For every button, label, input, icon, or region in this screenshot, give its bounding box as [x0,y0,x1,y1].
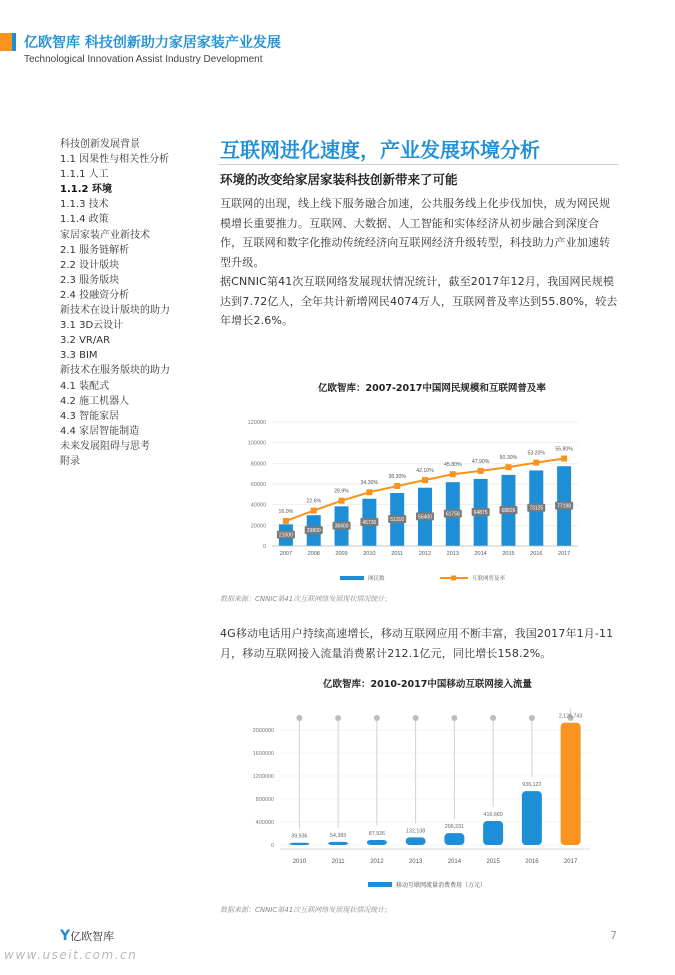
bar-value-label: 54,383 [330,832,347,839]
sidebar-item[interactable]: 1.1 因果性与相关性分析 [60,154,170,166]
sidebar-item[interactable]: 2.1 服务链解析 [60,244,130,256]
legend-swatch-rate-point [451,576,456,581]
sidebar-item[interactable]: 1.1.4 政策 [60,214,109,226]
x-tick-label: 2013 [446,551,459,557]
line-point [311,508,317,514]
sidebar-item[interactable]: 2.4 投融资分析 [60,289,130,301]
sidebar-item[interactable]: 2.3 服务版块 [60,274,120,286]
line-value-label: 45.80% [444,462,462,469]
bar-value-label: 51310 [390,516,405,523]
guide-dot [335,715,341,721]
bar-value-label: 68826 [501,507,516,514]
y-tick-label: 1600000 [252,751,274,757]
bar [522,791,542,845]
bar-value-label: 45730 [362,519,377,526]
x-tick-label: 2017 [563,859,578,865]
y-tick-label: 0 [270,843,274,849]
x-tick-label: 2007 [279,551,293,557]
y-tick-label: 20000 [250,523,266,530]
y-tick-label: 2000000 [252,728,274,734]
header-title: 亿欧智库 科技创新助力家居家装产业发展 [24,35,281,51]
bar-value-label: 132,138 [406,828,426,835]
sidebar-item[interactable]: 4.1 装配式 [60,380,110,392]
header-accent-orange [0,33,12,51]
y-tick-label: 1200000 [252,774,274,780]
bar [406,837,426,845]
y-tick-label: 0 [262,544,266,550]
guide-dot [413,715,419,721]
sidebar-item[interactable]: 4.2 施工机器人 [60,395,130,407]
internet-users-chart [230,410,610,590]
line-point [394,483,400,489]
y-tick-label: 100000 [247,440,266,447]
y-tick-label: 40000 [250,502,266,509]
footer-logo [60,928,114,944]
x-tick-label: 2014 [474,551,487,557]
legend-label-rate: 互联网普及率 [472,576,506,582]
line-value-label: 16.0% [278,508,294,515]
bar-value-label: 64875 [473,509,488,516]
x-tick-label: 2011 [331,859,345,865]
sidebar-item[interactable]: 2.2 设计版块 [60,259,120,271]
x-tick-label: 2017 [557,551,571,557]
sidebar-item[interactable]: 科技创新发展背景 [60,139,140,150]
sidebar-item[interactable]: 1.1.1 人工 [60,169,109,181]
bar-value-label: 936,122 [522,782,542,789]
x-tick-label: 2011 [391,551,404,557]
sidebar-item[interactable]: 新技术在服务版块的助力 [60,365,170,377]
y-tick-label: 800000 [255,797,274,803]
sidebar-item[interactable]: 家居家装产业新技术 [60,229,150,241]
line-value-label: 28.9% [334,488,349,495]
bar [289,843,309,845]
x-tick-label: 2012 [418,551,432,557]
line-value-label: 34.30% [360,480,379,487]
line-point [450,471,456,477]
x-tick-label: 2016 [525,859,539,865]
page-title: 互联网进化速度，产业发展环境分析 [220,138,540,162]
y-tick-label: 60000 [250,482,266,488]
bar-value-label: 77198 [557,503,572,510]
paragraph-intro: 互联网的出现，线上线下服务融合加速，公共服务线上化步伐加快，成为网民规模增长重要推力。互联网、大数据、人工智能和实体经济从初步融合到深度合作，互联网和数字化推动传统经济向互联网经济升级转型，科技助力产业加速转型升级。 [220,197,611,269]
line-point [478,468,484,474]
line-value-label: 42.10% [416,468,434,475]
logo-y-icon: Y [60,928,71,944]
bar-value-label: 87,926 [368,830,385,837]
bar-value-label: 21000 [278,532,293,539]
line-point [533,460,539,466]
guide-dot [296,715,302,721]
legend-swatch [368,882,392,887]
bar [561,723,581,845]
bar-value-label: 206,231 [444,824,464,831]
legend-label: 移动互联网流量消费费用（万元） [396,882,487,889]
line-value-label: 38.30% [388,473,406,480]
bar-value-label: 2,126,743 [558,713,583,720]
line-point [505,464,511,470]
legend-swatch-users [340,576,364,580]
paragraph-mobile: 4G移动电话用户持续高速增长，移动互联网应用不断丰富，我国2017年1月-11月，移动互联网接入流量消费累计212.1亿元，同比增长158.2%。 [220,627,614,660]
x-tick-label: 2015 [502,551,515,557]
guide-dot [451,715,457,721]
guide-dot [490,715,496,721]
header-accent-blue [12,33,16,51]
x-tick-label: 2013 [408,859,423,865]
bar [328,842,348,845]
sidebar-item[interactable]: 新技术在设计版块的助力 [60,305,170,317]
chart1-source: 数据来源：CNNIC第41次互联网络发展现状情况统计； [220,595,392,603]
x-tick-label: 2014 [447,859,462,865]
watermark: www.useit.com.cn [4,948,138,962]
bar-value-label: 61758 [445,511,460,518]
x-tick-label: 2010 [292,859,307,865]
x-tick-label: 2016 [530,551,543,557]
bar-value-label: 38400 [334,523,349,530]
line-point [283,518,289,524]
sidebar-item[interactable]: 4.4 家居智能制造 [60,425,140,437]
line-value-label: 22.6% [306,498,322,505]
sidebar-item[interactable]: 1.1.2 环境 [60,184,112,196]
legend-label-users: 网民数 [368,576,385,582]
line-point [366,489,372,495]
y-tick-label: 120000 [247,420,266,426]
line-value-label: 53.20% [527,450,546,457]
bar-value-label: 39,936 [291,833,308,840]
line-point [561,456,567,462]
sidebar-item[interactable]: 3.1 3D云设计 [60,320,124,332]
x-tick-label: 2008 [307,551,320,557]
bar-value-label: 56400 [418,514,432,521]
guide-dot [529,715,535,721]
page-number: 7 [610,929,617,942]
sidebar-item[interactable]: 3.3 BIM [60,350,98,362]
header-subtitle: Technological Innovation Assist Industry Development [24,54,263,65]
bar [367,840,387,845]
sidebar-item[interactable]: 3.2 VR/AR [60,335,111,347]
x-tick-label: 2015 [486,859,500,865]
line-value-label: 55.80% [555,446,573,453]
footer-logo-text: 亿欧智库 [70,930,115,943]
sidebar-item[interactable]: 未来发展阻碍与思考 [60,440,150,452]
title-divider [218,164,618,165]
chart2-source: 数据来源：CNNIC第41次互联网络发展现状情况统计； [220,906,392,914]
chart2-title: 亿欧智库：2010-2017中国移动互联网接入流量 [323,679,532,690]
line-value-label: 47.90% [471,458,490,465]
line-point [422,477,428,483]
x-tick-label: 2012 [370,859,384,865]
table-of-contents [60,137,200,469]
bar [444,833,464,845]
bar-value-label: 416,660 [483,812,503,819]
y-tick-label: 400000 [255,820,274,826]
sidebar-item[interactable]: 4.3 智能家居 [60,410,120,422]
x-tick-label: 2009 [335,551,348,557]
x-tick-label: 2010 [363,551,376,557]
paragraph-cnnic: 据CNNIC第41次互联网络发展现状情况统计，截至2017年12月，我国网民规模达到7.72亿人，全年共计新增网民4074万人，互联网普及率达到55.80%，较去年增长2.6%。 [220,275,618,327]
sidebar-item[interactable]: 附录 [60,455,80,467]
guide-dot [374,715,380,721]
bar [483,821,503,845]
bar-value-label: 29800 [306,528,321,535]
chart1-title: 亿欧智库：2007-2017中国网民规模和互联网普及率 [318,383,546,394]
bar-value-label: 73125 [529,505,544,512]
y-tick-label: 80000 [250,461,266,468]
mobile-traffic-chart [230,700,610,900]
line-point [339,498,345,504]
sidebar-item[interactable]: 1.1.3 技术 [60,199,109,211]
line-value-label: 50.30% [499,455,518,462]
section-subheading: 环境的改变给家居家装科技创新带来了可能 [220,172,458,187]
